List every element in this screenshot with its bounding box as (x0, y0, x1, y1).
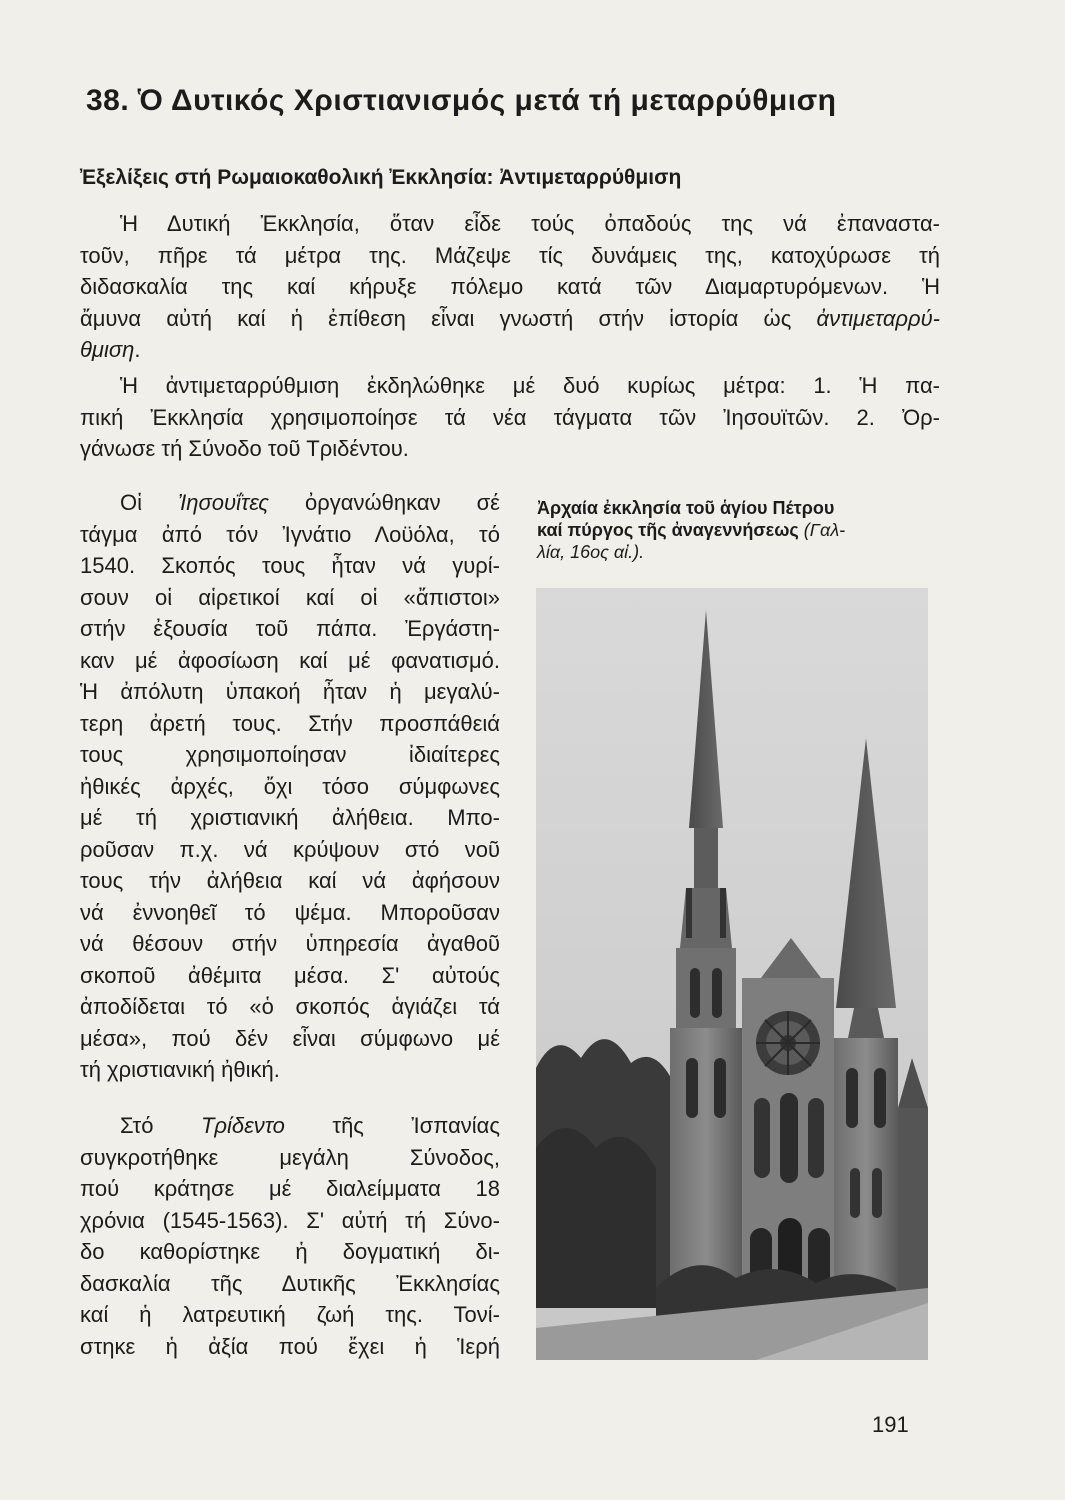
text-line: τάγμα ἀπό τόν Ἰγνάτιο Λοϋόλα, τό (80, 521, 500, 547)
text-line: πού κράτησε μέ διαλείμματα 18 (80, 1176, 500, 1201)
paragraph-two-measures (80, 370, 940, 465)
paragraph-counter-reformation-intro (80, 208, 940, 366)
paragraph-council-of-trent (80, 1110, 500, 1362)
cathedral-photo (536, 588, 928, 1360)
text-line: τοῦν, πῆρε τά μέτρα της. Μάζεψε τίς δυνάμεις της, κατοχύρωσε τή (80, 242, 940, 268)
text-fragment: τῆς Ἰσπανίας (284, 1113, 500, 1138)
text-line: τερη ἀρετή τους. Στήν προσπάθειά (80, 710, 500, 736)
chapter-title: 38. Ὁ Δυτικός Χριστιανισμός μετά τή μεταρρύθμιση (86, 84, 837, 117)
text-fragment: Στό (120, 1113, 201, 1138)
text-line: μέ τή χριστιανική ἀλήθεια. Μπο- (80, 805, 500, 830)
text-line: Ἡ ἀντιμεταρρύθμιση ἐκδηλώθηκε μέ δυό κυρίως μέτρα: 1. Ἡ πα- (120, 373, 940, 398)
text-line: 1540. Σκοπός τους ἦταν νά γυρί- (80, 553, 500, 578)
text-line (80, 303, 940, 335)
text-line: τους τήν ἀλήθεια καί νά ἀφήσουν (80, 868, 500, 893)
paragraph-jesuits (80, 487, 500, 1086)
italic-term: ἀντιμεταρρύ- (816, 305, 940, 331)
caption-line: Ἀρχαία ἐκκλησία τοῦ ἁγίου Πέτρου (537, 498, 835, 518)
text-line: Ἡ ἀπόλυτη ὑπακοή ἦταν ἡ μεγαλύ- (80, 679, 500, 704)
photo-caption (537, 497, 927, 563)
caption-line (537, 519, 927, 541)
text-line: πική Ἐκκλησία χρησιμοποίησε τά νέα τάγματα τῶν Ἰησουϊτῶν. 2. Ὀρ- (80, 404, 940, 430)
italic-term: Ἰησουΐτες (178, 490, 269, 515)
text-line: στηκε ἡ ἀξία πού ἔχει ἡ Ἱερή (80, 1333, 500, 1359)
text-line: δο καθορίστηκε ἡ δογματική δι- (80, 1239, 500, 1264)
text-line: τους χρησιμοποίησαν ἰδιαίτερες (80, 742, 500, 767)
text-line: μέσα», πού δέν εἶναι σύμφωνο μέ (80, 1025, 500, 1051)
text-line (80, 487, 500, 519)
text-line: γάνωσε τή Σύνοδο τοῦ Τριδέντου. (80, 436, 409, 461)
caption-fragment: (Γαλ- (803, 520, 846, 540)
text-fragment: Οἱ (120, 490, 179, 515)
text-fragment: ὀργανώθηκαν σέ (269, 490, 500, 515)
italic-term: Τρίδεντο (200, 1113, 285, 1138)
text-line: διδασκαλία της καί κήρυξε πόλεμο κατά τῶν Διαμαρτυρόμενων. Ἡ (80, 274, 940, 299)
text-line: χρόνια (1545-1563). Σ' αὐτή τή Σύνο- (80, 1207, 500, 1233)
text-line: ἀποδίδεται τό «ὁ σκοπός ἁγιάζει τά (80, 994, 500, 1019)
text-line: θμιση. (80, 337, 141, 362)
page-number: 191 (872, 1412, 909, 1437)
text-line: νά θέσουν στήν ὑπηρεσία ἀγαθοῦ (80, 931, 500, 956)
text-fragment: ἄμυνα αὐτή καί ἡ ἐπίθεση εἶναι γνωστή στήν ἱστορία ὡς (80, 305, 817, 331)
text-line: ροῦσαν π.χ. νά κρύψουν στό νοῦ (80, 836, 500, 862)
caption-fragment: καί πύργος τῆς ἀναγεννήσεως (537, 520, 804, 540)
text-line: δασκαλία τῆς Δυτικῆς Ἐκκλησίας (80, 1270, 500, 1296)
caption-line: λία, 16ος αἰ.). (537, 542, 645, 562)
text-line: νά ἐννοηθεῖ τό ψέμα. Μποροῦσαν (80, 899, 500, 925)
text-line: καί ἡ λατρευτική ζωή της. Τονί- (80, 1302, 500, 1327)
text-line (80, 1110, 500, 1142)
text-line: σουν οἱ αἱρετικοί καί οἱ «ἄπιστοι» (80, 584, 500, 610)
text-line: τή χριστιανική ἠθική. (80, 1057, 280, 1082)
text-line: ἠθικές ἀρχές, ὄχι τόσο σύμφωνες (80, 773, 500, 799)
text-line: σκοποῦ ἀθέμιτα μέσα. Σ' αὐτούς (80, 962, 500, 988)
text-line: Ἡ Δυτική Ἐκκλησία, ὅταν εἶδε τούς ὀπαδούς της νά ἐπαναστα- (120, 211, 940, 236)
text-line: καν μέ ἀφοσίωση καί μέ φανατισμό. (80, 647, 500, 673)
text-line: στήν ἐξουσία τοῦ πάπα. Ἐργάστη- (80, 616, 500, 641)
text-line: συγκροτήθηκε μεγάλη Σύνοδος, (80, 1144, 500, 1170)
cathedral-illustration (536, 588, 928, 1360)
italic-term: θμιση (80, 337, 135, 362)
section-title: Ἐξελίξεις στή Ρωμαιοκαθολική Ἐκκλησία: Ἀντιμεταρρύθμιση (80, 166, 682, 189)
